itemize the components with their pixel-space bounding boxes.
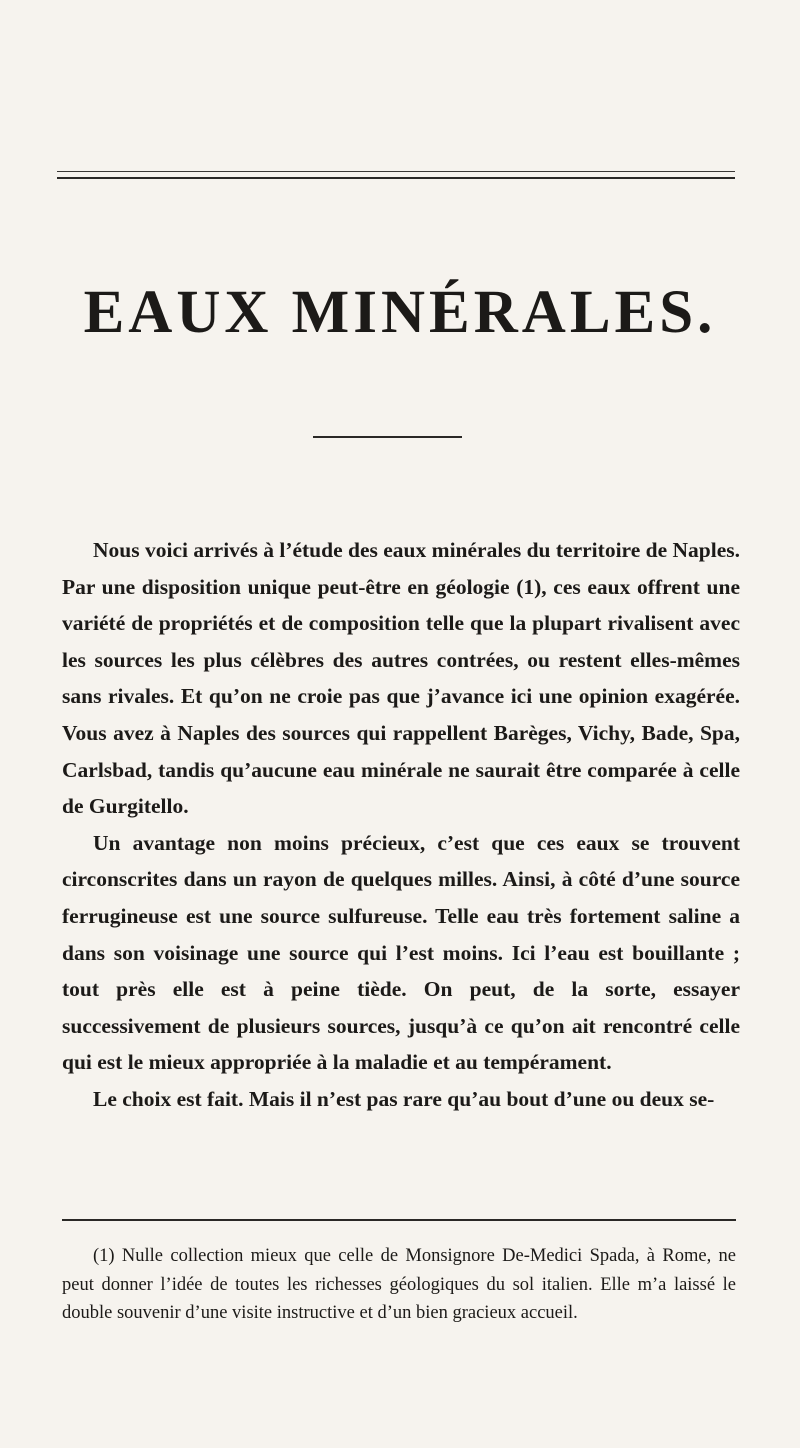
header-rule (57, 171, 735, 172)
body-text (62, 532, 740, 1118)
paragraph-3: Le choix est fait. Mais il n’est pas rare qu’au bout d’une ou deux se- (93, 1086, 715, 1111)
title-divider (313, 436, 462, 438)
footnote (62, 1242, 736, 1328)
page-title: EAUX MINÉRALES. (83, 279, 717, 346)
paragraph-2: Un avantage non moins précieux, c’est que ces eaux se trouvent circonscrites dans un rayon de quelques milles. Ainsi, à côté d’une source ferrugineuse est une source sulfureuse. Telle eau très fortement saline a dans son voisinage une source qui l’est moins. Ici l’eau est bouillante ; tout près elle est à peine tiède. On peut, de la sorte, essayer successivement de plusieurs sources, jusqu’à ce qu’on ait rencontré celle qui est le mieux appropriée à la maladie et au tempérament. (62, 830, 740, 1075)
footnote-text: (1) Nulle collection mieux que celle de Monsignore De-Medici Spada, à Rome, ne peut donner l’idée de toutes les richesses géologiques du sol italien. Elle m’a laissé le double souvenir d’une visite instructive et d’un bien gracieux accueil. (62, 1246, 736, 1323)
paragraph-1: Nous voici arrivés à l’étude des eaux minérales du territoire de Naples. Par une disposition unique peut-être en géologie (1), ces eaux offrent une variété de propriétés et de composition telle que la plupart rivalisent avec les sources les plus célèbres des autres contrées, ou restent elles-mêmes sans rivales. Et qu’on ne croie pas que j’avance ici une opinion exagérée. Vous avez à Naples des sources qui rappellent Barèges, Vichy, Bade, Spa, Carlsbad, tandis qu’aucune eau minérale ne saurait être comparée à celle de Gurgitello. (62, 538, 740, 819)
footnote-divider (62, 1219, 736, 1221)
header-rule-thick (57, 177, 735, 179)
